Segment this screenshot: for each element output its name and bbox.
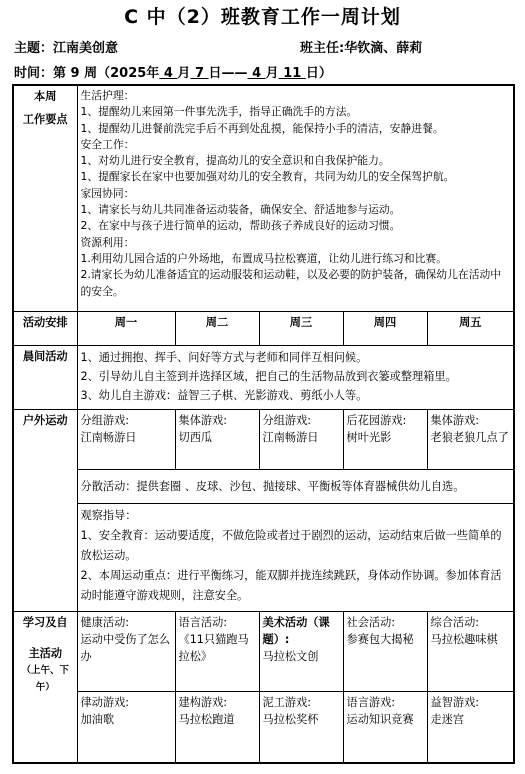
day-monday: 周一	[77, 311, 175, 345]
day-friday: 周五	[427, 311, 514, 345]
focus-line: 安全工作：	[80, 137, 135, 151]
game-name: 老狼老狼几点了	[430, 430, 509, 444]
activity-type: 泥工游戏:	[262, 695, 312, 709]
activity-name: 加油歌	[80, 712, 115, 726]
focus-label-line2: 工作要点	[22, 113, 68, 126]
observe-line: 1、安全教育：运动要适度，不做危险或者过于剧烈的运动，运动结束后做一些简单的放松运动。	[80, 528, 502, 562]
learning-fri-2	[427, 691, 514, 763]
month-char-2: 月	[265, 66, 279, 81]
theme-row	[14, 37, 423, 56]
teacher-info	[300, 37, 422, 56]
start-month: 4	[159, 66, 178, 81]
focus-line: 2、在家中与孩子进行简单的运动，帮助孩子养成良好的运动习惯。	[80, 219, 401, 233]
day-char-2: 日	[305, 66, 319, 81]
activity-name: 参赛包大揭秘	[346, 632, 414, 646]
end-day: 11	[278, 66, 306, 81]
game-name: 树叶光影	[346, 430, 392, 444]
activity-type: 社会活动:	[346, 615, 396, 629]
learning-label-line1: 学习及自	[22, 615, 68, 629]
start-day: 7	[190, 66, 209, 81]
focus-label-line1: 本周	[34, 90, 57, 103]
plan-table	[12, 84, 515, 764]
schedule-row	[13, 311, 514, 345]
focus-line: 资源利用：	[80, 235, 135, 249]
activity-name: 运动知识竞赛	[346, 712, 414, 726]
focus-line: 1、提醒家长在家中也要加强对幼儿的安全教育，共同为幼儿的安全保驾护航。	[80, 170, 455, 184]
activity-name: 走迷宫	[430, 712, 465, 726]
morning-content	[77, 345, 514, 409]
learning-label-line3: （上午、下午）	[21, 664, 69, 693]
game-type: 后花园游戏:	[346, 413, 407, 427]
outdoor-game-fri	[427, 409, 514, 469]
observe-line: 2、本周运动重点：进行平衡练习，能双脚并拢连续跳跃，身体动作协调。参加体育活动时能遵守游戏规则，注意安全。	[80, 568, 502, 602]
game-name: 江南畅游日	[262, 430, 319, 444]
focus-line: 1、请家长与幼儿共同准备运动装备，确保安全、舒适地参与运动。	[80, 203, 401, 217]
teacher-value: 华钦滴、薛莉	[344, 41, 423, 56]
scattered-text: 分散活动：提供套圈 、皮球、沙包、抛接球、平衡板等体育器械供幼儿自选。	[80, 479, 465, 493]
end-month: 4	[247, 66, 266, 81]
focus-line: 1.利用幼儿园合适的户外场地，布置成马拉松赛道，让幼儿进行练习和比赛。	[80, 251, 448, 265]
activity-name: 运动中受伤了怎么办	[80, 632, 171, 663]
teacher-label: 班主任:	[300, 41, 345, 56]
learning-fri-1	[427, 611, 514, 691]
page-title: C 中（2）班教育工作一周计划	[124, 6, 401, 28]
day-char-1: 日	[208, 66, 222, 81]
learning-wed-2	[259, 691, 343, 763]
activity-type: 语言游戏:	[346, 695, 396, 709]
learning-mon-2	[77, 691, 175, 763]
activity-type: 语言活动:	[178, 615, 228, 629]
theme-label: 主题：	[14, 41, 54, 56]
morning-label: 晨间活动	[13, 345, 77, 409]
time-close: ）	[318, 66, 332, 81]
week-prefix: 第 9 周（2025年	[53, 66, 160, 81]
activity-name: 马拉松跑道	[178, 712, 235, 726]
focus-line: 2.请家长为幼儿准备适宜的运动服装和运动鞋，以及必要的防护装备，确保幼儿在活动中的安全。	[80, 268, 502, 298]
outdoor-label: 户外运动	[13, 409, 77, 611]
activity-type: 建构游戏:	[178, 695, 228, 709]
outdoor-game-tue	[175, 409, 259, 469]
learning-thu-1	[343, 611, 427, 691]
learning-row-2	[13, 691, 514, 763]
outdoor-game-thu	[343, 409, 427, 469]
activity-type: 健康活动:	[80, 615, 130, 629]
morning-row	[13, 345, 514, 409]
game-name: 切西瓜	[178, 430, 213, 444]
morning-line: 1、通过拥抱、挥手、问好等方式与老师和同伴互相问候。	[80, 350, 368, 364]
outdoor-scattered	[77, 469, 514, 503]
learning-row-1	[13, 611, 514, 691]
learning-label-line2: 主活动	[28, 646, 63, 660]
activity-type: 益智游戏:	[430, 695, 480, 709]
focus-line: 生活护理：	[80, 89, 135, 102]
activity-type: 律动游戏:	[80, 695, 130, 709]
learning-label	[13, 611, 77, 763]
day-thursday: 周四	[343, 311, 427, 345]
game-type: 分组游戏:	[262, 413, 312, 427]
focus-label	[13, 85, 77, 311]
outdoor-game-mon	[77, 409, 175, 469]
morning-line: 2、引导幼儿自主签到并选择区域，把自己的生活物品放到衣篓或整理箱里。	[80, 369, 457, 383]
activity-type: 美术活动（课题）:	[262, 615, 330, 646]
focus-line: 1、对幼儿进行安全教育，提高幼儿的安全意识和自我保护能力。	[80, 154, 390, 168]
time-label: 时间：	[14, 66, 54, 81]
activity-name: 马拉松趣味棋	[430, 632, 498, 646]
learning-mon-1	[77, 611, 175, 691]
day-tuesday: 周二	[175, 311, 259, 345]
outdoor-game-wed	[259, 409, 343, 469]
activity-name: 马拉松文创	[262, 649, 319, 663]
game-name: 江南畅游日	[80, 430, 137, 444]
outdoor-scattered-row	[13, 469, 514, 503]
learning-thu-2	[343, 691, 427, 763]
game-type: 集体游戏:	[178, 413, 228, 427]
activity-type: 综合活动:	[430, 615, 480, 629]
outdoor-observe-row	[13, 503, 514, 611]
outdoor-games-row	[13, 409, 514, 469]
focus-line: 1、提醒幼儿来园第一件事先洗手，指导正确洗手的方法。	[80, 105, 358, 119]
observe-line: 观察指导：	[80, 508, 137, 522]
game-type: 集体游戏:	[430, 413, 480, 427]
date-dash: ——	[221, 66, 248, 81]
focus-row	[13, 85, 514, 311]
theme-value: 江南美创意	[53, 41, 119, 56]
focus-line: 家园协同：	[80, 186, 135, 200]
morning-line: 3、幼儿自主游戏：益智三子棋、光影游戏、剪纸小人等。	[80, 388, 368, 402]
game-type: 分组游戏:	[80, 413, 130, 427]
activity-name: 马拉松奖杯	[262, 712, 319, 726]
day-wednesday: 周三	[259, 311, 343, 345]
time-row	[14, 62, 332, 81]
focus-content	[77, 85, 514, 311]
learning-tue-2	[175, 691, 259, 763]
focus-line: 1、提醒幼儿进餐前洗完手后不再到处乱摸，能保持小手的清洁，安静进餐。	[80, 121, 444, 135]
activity-name: 《11只猫跑马拉松》	[178, 632, 249, 663]
month-char-1: 月	[177, 66, 191, 81]
learning-tue-1	[175, 611, 259, 691]
outdoor-observe	[77, 503, 514, 611]
learning-wed-1	[259, 611, 343, 691]
schedule-label: 活动安排	[13, 311, 77, 345]
